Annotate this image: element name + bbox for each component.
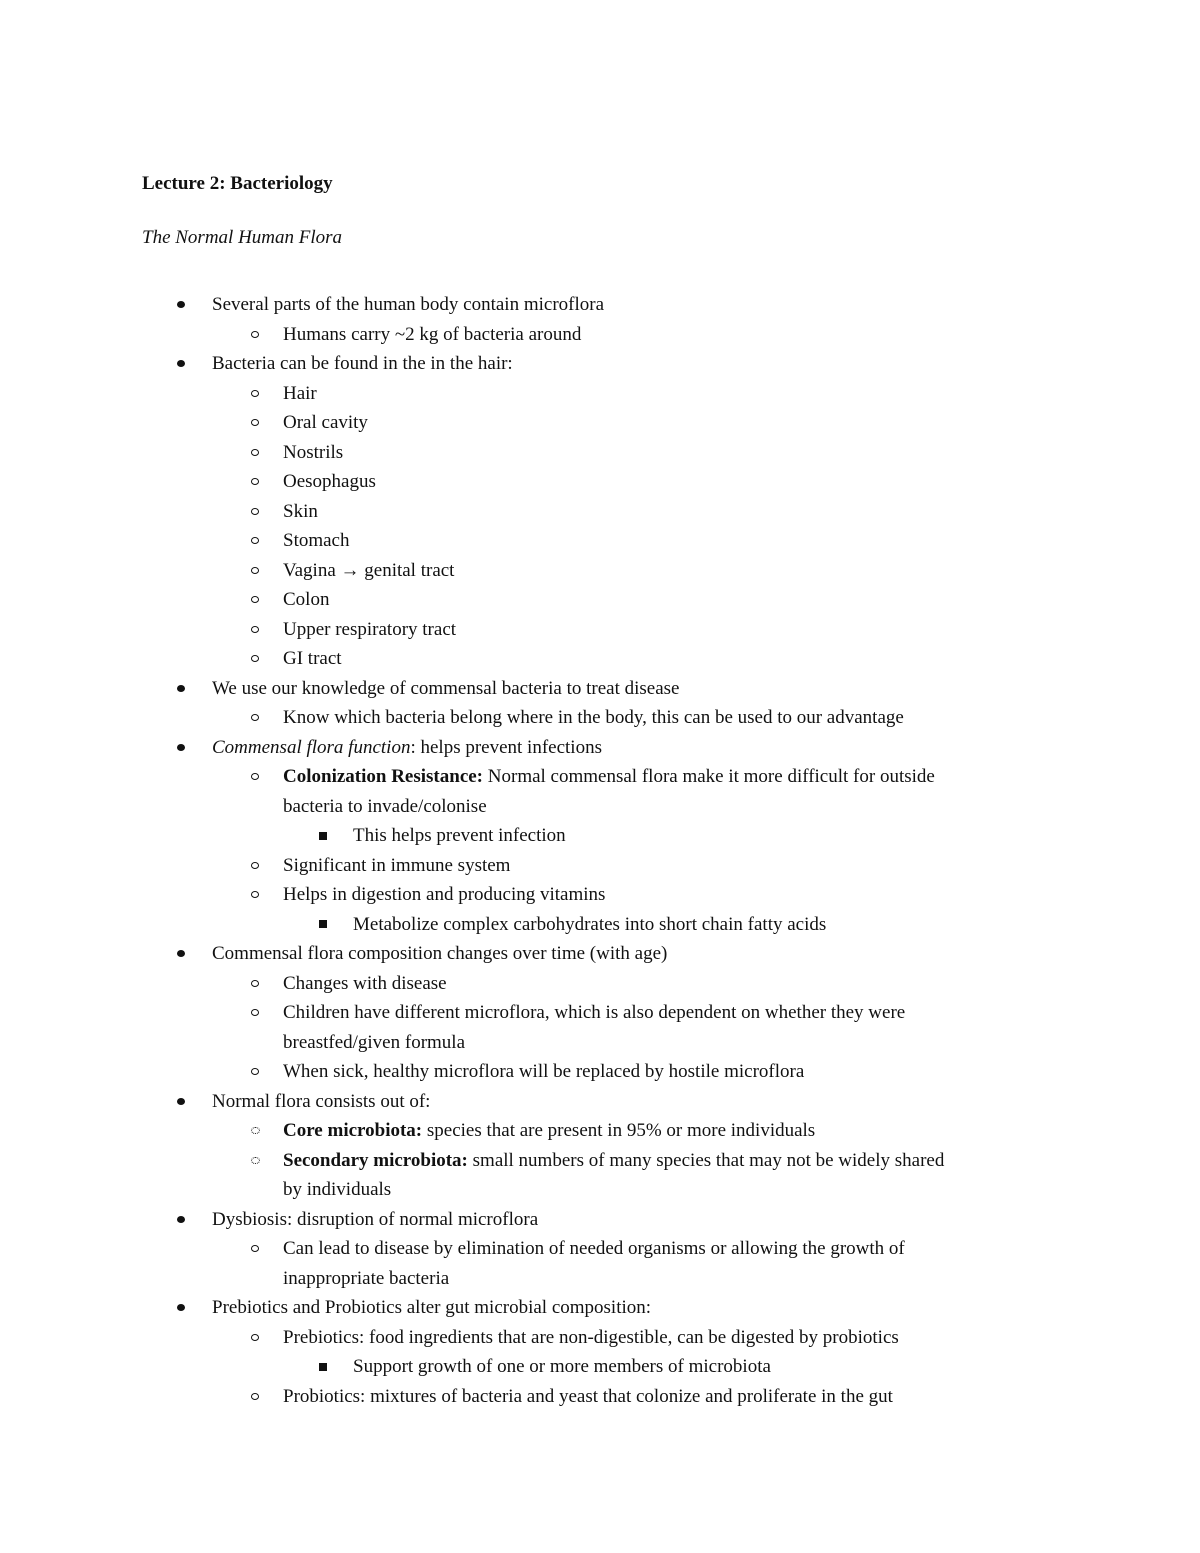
notes-list [0, 290, 1200, 1411]
list-item: This helps prevent infection [0, 821, 1200, 851]
bullet-circle-icon [245, 851, 265, 881]
list-item: Know which bacteria belong where in the body, this can be used to our advantage [0, 703, 1200, 733]
bullet-disc-icon [171, 939, 191, 969]
bold-term: Colonization Resistance: [283, 766, 484, 787]
list-item: Probiotics: mixtures of bacteria and yeast that colonize and proliferate in the gut [0, 1382, 1200, 1412]
bullet-disc-icon [171, 1087, 191, 1117]
bullet-disc-icon [171, 349, 191, 379]
list-item: Normal flora consists out of: [0, 1087, 1200, 1117]
bullet-disc-icon [171, 733, 191, 763]
bullet-circle-icon [245, 880, 265, 910]
list-item: Secondary microbiota: small numbers of many species that may not be widely shared [0, 1146, 1200, 1176]
bullet-circle-icon [245, 438, 265, 468]
bullet-circle-icon [245, 1057, 265, 1087]
section-subtitle: The Normal Human Flora [142, 227, 343, 248]
list-item: Several parts of the human body contain microflora [0, 290, 1200, 320]
list-item: Metabolize complex carbohydrates into short chain fatty acids [0, 910, 1200, 940]
list-item: Can lead to disease by elimination of needed organisms or allowing the growth of [0, 1234, 1200, 1264]
bullet-square-icon [313, 910, 333, 940]
bullet-square-icon [313, 821, 333, 851]
bullet-circle-icon [245, 969, 265, 999]
bullet-circle-icon [245, 497, 265, 527]
list-item: Colonization Resistance: Normal commensal flora make it more difficult for outside [0, 762, 1200, 792]
bullet-circle-icon [245, 408, 265, 438]
list-item: Dysbiosis: disruption of normal microflora [0, 1205, 1200, 1235]
list-item: Bacteria can be found in the in the hair: [0, 349, 1200, 379]
bullet-circle-icon [245, 585, 265, 615]
list-item: Nostrils [0, 438, 1200, 468]
list-item: Significant in immune system [0, 851, 1200, 881]
list-item: Prebiotics and Probiotics alter gut microbial composition: [0, 1293, 1200, 1323]
bullet-circle-icon [245, 1323, 265, 1353]
list-item: GI tract [0, 644, 1200, 674]
list-item: Stomach [0, 526, 1200, 556]
list-item: Commensal flora composition changes over time (with age) [0, 939, 1200, 969]
bullet-circle-icon [245, 320, 265, 350]
list-item-continuation: inappropriate bacteria [283, 1267, 450, 1289]
list-item-continuation: breastfed/given formula [283, 1031, 466, 1053]
bullet-dotted-circle-icon [245, 1146, 265, 1176]
list-item: Upper respiratory tract [0, 615, 1200, 645]
list-item: We use our knowledge of commensal bacteria to treat disease [0, 674, 1200, 704]
bullet-disc-icon [171, 1293, 191, 1323]
list-item: When sick, healthy microflora will be replaced by hostile microflora [0, 1057, 1200, 1087]
bullet-circle-icon [245, 703, 265, 733]
list-item: Colon [0, 585, 1200, 615]
bullet-square-icon [313, 1352, 333, 1382]
bullet-circle-icon [245, 615, 265, 645]
list-item: Changes with disease [0, 969, 1200, 999]
bullet-circle-icon [245, 1234, 265, 1264]
bullet-circle-icon [245, 526, 265, 556]
bullet-circle-icon [245, 998, 265, 1028]
bullet-disc-icon [171, 674, 191, 704]
bold-term: Core microbiota: [283, 1120, 423, 1141]
bullet-circle-icon [245, 379, 265, 409]
bold-term: Secondary microbiota: [283, 1149, 468, 1171]
bullet-circle-icon [245, 1382, 265, 1412]
list-item: Hair [0, 379, 1200, 409]
bullet-circle-icon [245, 644, 265, 674]
bullet-circle-icon [245, 762, 265, 792]
list-item: Commensal flora function: helps prevent infections [0, 733, 1200, 763]
list-item: Prebiotics: food ingredients that are non-digestible, can be digested by probiotics [0, 1323, 1200, 1353]
bullet-circle-icon [245, 556, 265, 586]
list-item: Helps in digestion and producing vitamins [0, 880, 1200, 910]
bullet-dotted-circle-icon [245, 1116, 265, 1146]
list-item: Vagina → genital tract [0, 556, 1200, 586]
list-item: Oesophagus [0, 467, 1200, 497]
lecture-title: Lecture 2: Bacteriology [142, 173, 333, 194]
bullet-circle-icon [245, 467, 265, 497]
list-item-continuation: by individuals [283, 1179, 392, 1200]
list-item: Support growth of one or more members of microbiota [0, 1352, 1200, 1382]
bullet-disc-icon [171, 290, 191, 320]
list-item: Oral cavity [0, 408, 1200, 438]
list-item: Skin [0, 497, 1200, 527]
list-item: Core microbiota: species that are present in 95% or more individuals [0, 1116, 1200, 1146]
emphasis-term: Commensal flora function [212, 736, 411, 758]
list-item: Children have different microflora, which is also dependent on whether they were [0, 998, 1200, 1028]
list-item-continuation: bacteria to invade/colonise [283, 795, 487, 817]
list-item: Humans carry ~2 kg of bacteria around [0, 320, 1200, 350]
bullet-disc-icon [171, 1205, 191, 1235]
